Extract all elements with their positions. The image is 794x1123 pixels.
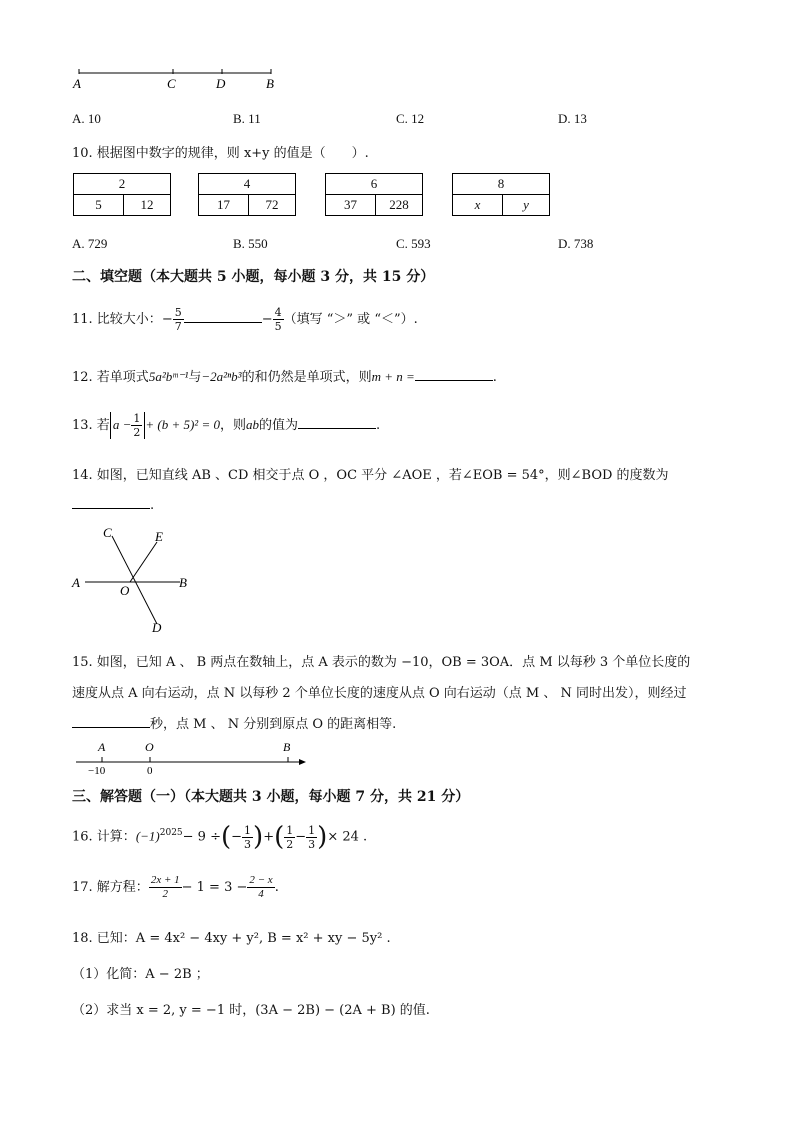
q10-box-3: [325, 173, 423, 216]
label-A: A: [73, 76, 81, 91]
box-left: 37: [326, 195, 376, 216]
label-C: C: [103, 525, 112, 540]
answer-blank[interactable]: [72, 496, 150, 509]
q16-prefix: 16. 计算：: [72, 829, 136, 845]
abs-expr: a −: [112, 417, 132, 432]
q10-stem: 10. 根据图中数字的规律，则 x+y 的值是（ ）.: [72, 146, 369, 161]
label-D: D: [152, 620, 162, 635]
q16-neg: −: [231, 829, 243, 845]
q9-option-a: A. 10: [72, 111, 101, 126]
q16-times: × 24 .: [327, 829, 368, 845]
q10-option-d: D. 738: [558, 236, 594, 251]
box-left: 5: [74, 195, 124, 216]
q13-tail: 的值为: [258, 418, 298, 433]
axis-label-A: A: [98, 740, 106, 754]
monomial-1: 5a²bᵐ⁻¹: [148, 369, 189, 384]
box-left: x: [453, 195, 503, 216]
q15-number-line: [70, 738, 310, 776]
q13-ab: ab: [245, 417, 259, 432]
question-16: [72, 822, 367, 852]
q11-minus-2: −: [261, 312, 273, 327]
q13-rest: + (b + 5)² = 0: [145, 417, 220, 432]
q15-line-2: 速度从点 A 向右运动，点 N 以每秒 2 个单位长度的速度从点 O 向右运动（点 M 、 N 同时出发），则经过: [72, 686, 687, 701]
section-3-heading: 三、解答题（一）（本大题共 3 小题，每小题 7 分，共 21 分）: [72, 789, 470, 805]
q18-part-1: （1）化简：A − 2B ；: [72, 967, 209, 982]
q10-option-c: C. 593: [396, 236, 431, 251]
box-right: 72: [249, 195, 296, 216]
q10-option-a: A. 729: [72, 236, 108, 251]
q14-end: .: [150, 498, 155, 513]
fraction-2x1-2: $\frac{2x + 1}{2}$: [150, 874, 180, 900]
q16-lparen-1: (: [220, 822, 232, 852]
fraction-2x-4: $\frac{2 - x}{4}$: [249, 874, 273, 900]
q12-mid2: 的和仍然是单项式，则: [241, 370, 372, 385]
label-E: E: [155, 529, 163, 544]
monomial-2: −2a²ⁿb³: [201, 369, 242, 384]
label-A: A: [72, 575, 80, 590]
axis-label-B: B: [283, 740, 291, 754]
q10-box-1: [73, 173, 171, 216]
q15-line-3-text: 秒，点 M 、 N 分别到原点 O 的距离相等.: [150, 717, 397, 732]
q10-option-b: B. 550: [233, 236, 268, 251]
question-12: [72, 366, 497, 385]
q9-option-b: B. 11: [233, 111, 261, 126]
answer-blank[interactable]: [72, 715, 150, 728]
q13-prefix: 13. 若: [72, 418, 110, 433]
section-2-heading: 二、填空题（本大题共 5 小题，每小题 3 分，共 15 分）: [72, 269, 435, 285]
label-O: O: [120, 583, 130, 598]
q15-line-1: 15. 如图，已知 A 、 B 两点在数轴上，点 A 表示的数为 −10，OB = 3OA．点 M 以每秒 3 个单位长度的: [72, 655, 691, 670]
tick-label-0: 0: [147, 765, 153, 776]
q9-option-c: C. 12: [396, 111, 425, 126]
q10-box-4: [452, 173, 550, 216]
q12-mid: 与: [188, 370, 202, 385]
q16-plus: +: [263, 829, 275, 845]
q12-end: .: [492, 370, 497, 385]
fraction-1-3: $\frac{1}{3}$: [244, 823, 252, 851]
answer-blank[interactable]: [184, 310, 262, 323]
box-right: 228: [376, 195, 423, 216]
box-top: 8: [453, 174, 550, 195]
box-top: 2: [74, 174, 171, 195]
q16-lparen-2: (: [274, 822, 285, 852]
label-B: B: [179, 575, 187, 590]
tick-label-minus10: −10: [88, 765, 106, 776]
absolute-value: [110, 412, 146, 439]
label-C: C: [167, 76, 176, 91]
fraction-1-2: $\frac{1}{2}$: [286, 823, 294, 851]
question-13: [72, 412, 380, 439]
q17-prefix: 17. 解方程：: [72, 880, 149, 895]
box-right: 12: [124, 195, 171, 216]
label-B: B: [266, 76, 274, 91]
q17-end: .: [274, 880, 279, 895]
fraction-1-3b: $\frac{1}{3}$: [308, 823, 316, 851]
q17-mid: − 1 = 3 −: [181, 880, 248, 895]
q12-prefix: 12. 若单项式: [72, 370, 149, 385]
q11-prefix: 11. 比较大小：: [72, 312, 162, 327]
fraction-1-2: $\frac{1}{2}$: [133, 412, 141, 439]
box-top: 4: [199, 174, 296, 195]
answer-blank[interactable]: [298, 416, 376, 429]
q14-text: 14. 如图，已知直线 AB 、CD 相交于点 O ，OC 平分 ∠AOE ，若∠EOB = 54°，则∠BOD 的度数为: [72, 468, 669, 483]
q13-mid: ，则: [219, 418, 246, 433]
box-right: y: [503, 195, 550, 216]
q16-div: − 9 ÷: [182, 829, 221, 845]
q18-part-2: （2）求当 x = 2, y = −1 时，(3A − 2B) − (2A + B) 的值.: [72, 1003, 430, 1018]
question-17: [72, 874, 279, 901]
label-D: D: [216, 76, 226, 91]
box-left: 17: [199, 195, 249, 216]
q11-suffix: （填写 “＞” 或 “＜”）.: [283, 312, 418, 327]
q16-base: (−1): [135, 828, 160, 844]
q9-segment-figure: [70, 64, 290, 94]
q9-option-d: D. 13: [558, 111, 587, 126]
q16-rparen-2: ): [317, 822, 328, 852]
answer-blank[interactable]: [415, 368, 493, 381]
q16-minus: −: [295, 829, 307, 845]
q16-exponent: 2025: [159, 828, 183, 839]
box-top: 6: [326, 174, 423, 195]
fraction-5-7: $\frac{5}{7}$: [174, 306, 182, 333]
q18-given: 18. 已知：A = 4x² − 4xy + y², B = x² + xy − 5y² .: [72, 931, 391, 946]
fraction-4-5: $\frac{4}{5}$: [274, 306, 282, 333]
q11-minus-1: −: [161, 312, 173, 327]
q14-answer-line: [72, 496, 154, 513]
axis-label-O: O: [145, 740, 154, 754]
q13-end: .: [376, 418, 381, 433]
q16-rparen-1: ): [253, 822, 264, 852]
question-11: [72, 306, 418, 333]
q12-expr: m + n =: [371, 369, 415, 384]
q15-line-3: [72, 713, 396, 732]
q14-figure: [70, 524, 200, 636]
q10-box-2: [198, 173, 296, 216]
